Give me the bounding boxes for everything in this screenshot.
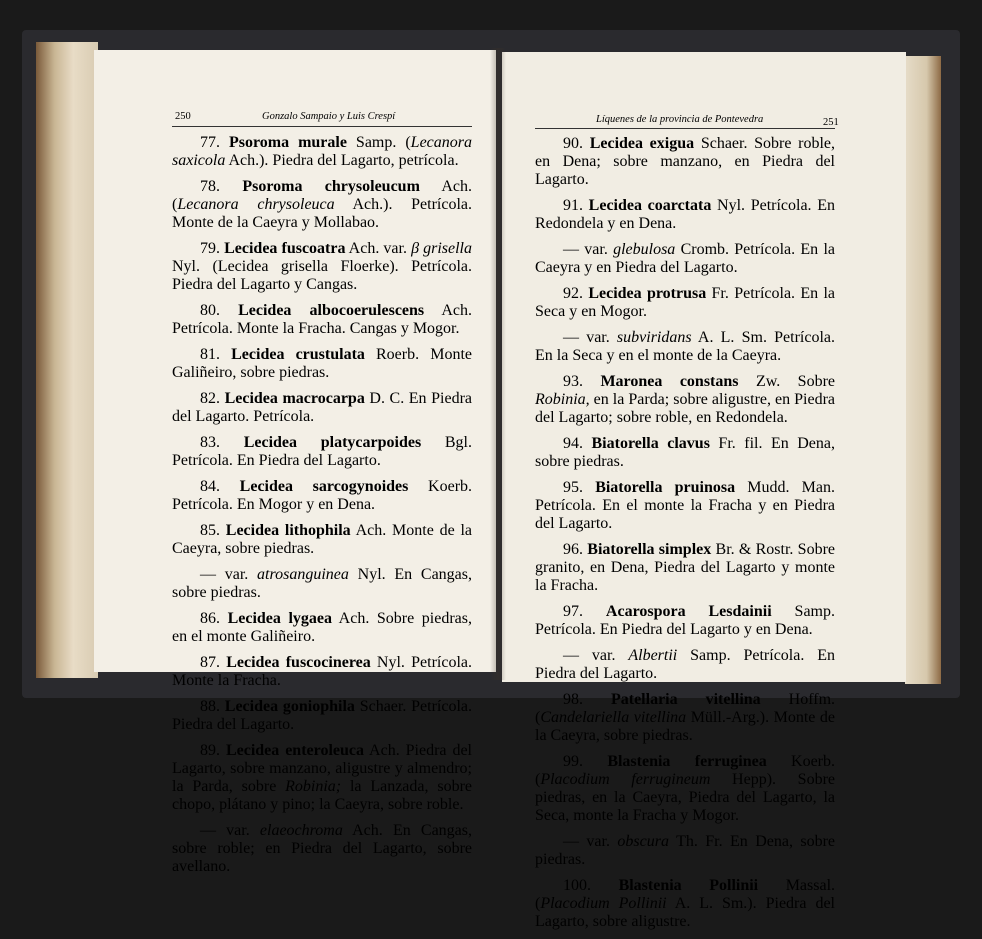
species-name: Maronea constans	[600, 373, 739, 390]
species-entry	[172, 390, 472, 426]
entry-text: Ach. (	[172, 178, 473, 213]
left-header-rule	[172, 126, 472, 127]
entry-number: 98.	[563, 691, 583, 708]
entry-text: var.	[226, 822, 260, 839]
species-entry	[535, 603, 835, 639]
page-edges-right	[905, 56, 941, 684]
entry-italic: subviridans	[616, 329, 692, 346]
entry-number: 92.	[563, 285, 583, 302]
entry-number: 85.	[200, 522, 220, 539]
entry-text: A. L. Sm.). Piedra del Lagarto, sobre aligustre.	[535, 895, 835, 930]
right-page-number: 251	[823, 117, 839, 128]
entry-text: Zw. Sobre	[738, 373, 836, 390]
species-name: Biatorella pruinosa	[595, 479, 736, 496]
species-entry	[535, 329, 835, 365]
species-name: Lecidea albocoerulescens	[238, 302, 425, 319]
entry-text: Br. & Rostr. Sobre granito, en Dena, Piedra del Lagarto y monte la Fracha.	[535, 541, 836, 594]
species-name: Lecidea lithophila	[225, 522, 351, 539]
entry-italic: Lecanora saxicola	[172, 134, 472, 169]
entry-italic: Robinia;	[285, 778, 342, 795]
species-entry	[172, 478, 472, 514]
entry-text: Th. Fr. En Dena, sobre piedras.	[535, 833, 836, 868]
entry-number: 91.	[563, 197, 583, 214]
entry-italic: Placodium ferrugineum	[540, 771, 711, 788]
entry-number: —	[200, 822, 216, 839]
entry-number: 77.	[200, 134, 220, 151]
left-page-number: 250	[175, 111, 191, 122]
entry-number: 97.	[563, 603, 583, 620]
entry-number: —	[563, 241, 579, 258]
entry-number: 90.	[563, 135, 583, 152]
entry-number: 95.	[563, 479, 583, 496]
entry-number: 100.	[563, 877, 591, 894]
species-entry	[172, 610, 472, 646]
book-gutter	[490, 48, 506, 680]
species-entry	[172, 302, 472, 338]
species-entry	[535, 691, 835, 745]
species-name: Blastenia Pollinii	[618, 877, 759, 894]
left-page-text	[172, 134, 472, 884]
entry-text: Ach. var.	[345, 240, 412, 257]
species-name: Lecidea exigua	[589, 135, 695, 152]
entry-italic: Albertii	[628, 647, 678, 664]
species-entry	[535, 541, 835, 595]
entry-number: 87.	[200, 654, 220, 671]
species-name: Lecidea fuscoatra	[224, 240, 346, 257]
entry-text: Nyl. En Cangas, sobre piedras.	[172, 566, 473, 601]
species-entry	[535, 241, 835, 277]
species-entry	[535, 135, 835, 189]
entry-text: Ach. Monte de la Caeyra, sobre piedras.	[172, 522, 472, 557]
entry-text: Hepp). Sobre piedras, en la Caeyra, Piedra del Lagarto, la Seca, monte la Fracha y Mogor.	[535, 771, 836, 824]
species-entry	[172, 566, 472, 602]
entry-text: var.	[584, 241, 614, 258]
entry-number: 93.	[563, 373, 583, 390]
entry-text: Ach. Piedra del Lagarto, sobre manzano, aligustre y almendro; la Parda, sobre	[172, 742, 472, 795]
entry-text: var.	[586, 329, 617, 346]
entry-text: Bgl. Petrícola. En Piedra del Lagarto.	[172, 434, 472, 469]
entry-number: 94.	[563, 435, 583, 452]
entry-number: 83.	[200, 434, 220, 451]
entry-text: Nyl. Petrícola. Monte la Fracha.	[172, 654, 472, 689]
entry-text: Samp. (	[346, 134, 411, 151]
species-name: Lecidea enteroleuca	[225, 742, 364, 759]
entry-number: 86.	[200, 610, 220, 627]
entry-text: Hoffm. (	[535, 691, 836, 726]
entry-text: Fr. Petrícola. En la Seca y en Mogor.	[535, 285, 835, 320]
right-running-head: Líquenes de la provincia de Pontevedra	[596, 114, 764, 125]
entry-text: la Lanzada, sobre chopo, plátano y pino; la Caeyra, sobre roble.	[172, 778, 472, 813]
right-header-rule	[535, 128, 835, 129]
entry-text: en la Parda; sobre aligustre, en Piedra del Lagarto; sobre roble, en Redondela.	[535, 391, 835, 426]
species-name: Lecidea fuscocinerea	[226, 654, 371, 671]
species-name: Lecidea crustulata	[231, 346, 365, 363]
species-name: Biatorella clavus	[591, 435, 710, 452]
species-entry	[172, 240, 472, 294]
species-name: Acarospora Lesdainii	[605, 603, 772, 620]
species-entry	[535, 373, 835, 427]
entry-text: Schaer. Sobre roble, en Dena; sobre manzano, en Piedra del Lagarto.	[535, 135, 836, 188]
species-entry	[535, 877, 835, 931]
species-entry	[535, 197, 835, 233]
entry-text: Ach.). Piedra del Lagarto, petrícola.	[225, 152, 459, 169]
entry-text: Samp. Petrícola. En Piedra del Lagarto.	[535, 647, 836, 682]
species-entry	[535, 479, 835, 533]
entry-number: 96.	[563, 541, 583, 558]
species-entry	[172, 822, 472, 876]
entry-text: var.	[591, 647, 629, 664]
entry-text: A. L. Sm. Petrícola. En la Seca y en el monte de la Caeyra.	[535, 329, 835, 364]
entry-text: Müll.-Arg.). Monte de la Caeyra, sobre piedras.	[535, 709, 835, 744]
entry-text: Nyl. (Lecidea grisella Floerke). Petrícola. Piedra del Lagarto y Cangas.	[172, 258, 472, 293]
entry-text: Koerb. (	[535, 753, 836, 788]
entry-italic: Lecanora chrysoleuca	[177, 196, 335, 213]
entry-text: Koerb. Petrícola. En Mogor y en Dena.	[172, 478, 473, 513]
species-name: Lecidea macrocarpa	[224, 390, 365, 407]
entry-text: Nyl. Petrícola. En Redondela y en Dena.	[535, 197, 835, 232]
species-name: Lecidea coarctata	[588, 197, 712, 214]
entry-text: Ach. En Cangas, sobre roble; en Piedra del Lagarto, sobre avellano.	[172, 822, 472, 875]
entry-text: Massal. (	[535, 877, 836, 912]
species-name: Patellaria vitellina	[610, 691, 761, 708]
species-name: Lecidea platycarpoides	[243, 434, 422, 451]
entry-text: Ach. Petrícola. Monte la Fracha. Cangas y Mogor.	[172, 302, 473, 337]
species-entry	[172, 522, 472, 558]
entry-text: var.	[586, 833, 618, 850]
entry-text: Fr. fil. En Dena, sobre piedras.	[535, 435, 836, 470]
entry-number: 78.	[200, 178, 220, 195]
entry-number: —	[563, 329, 579, 346]
species-name: Lecidea lygaea	[227, 610, 332, 627]
entry-italic: obscura	[617, 833, 669, 850]
entry-text: Samp. Petrícola. En Piedra del Lagarto y en Dena.	[535, 603, 835, 638]
entry-number: 79.	[200, 240, 220, 257]
entry-text: Mudd. Man. Petrícola. En el monte la Fracha y en Piedra del Lagarto.	[535, 479, 836, 532]
species-entry	[172, 434, 472, 470]
entry-number: 84.	[200, 478, 220, 495]
left-running-head: Gonzalo Sampaio y Luis Crespí	[262, 111, 396, 122]
entry-number: 89.	[200, 742, 220, 759]
entry-italic: Placodium Pollinii	[540, 895, 667, 912]
entry-text: var.	[224, 566, 258, 583]
entry-number: —	[563, 647, 579, 664]
entry-italic: elaeochroma	[259, 822, 343, 839]
entry-text: Schaer. Petrícola. Piedra del Lagarto.	[172, 698, 472, 733]
entry-italic: glebulosa	[613, 241, 676, 258]
species-entry	[535, 285, 835, 321]
entry-number: 99.	[563, 753, 583, 770]
entry-text: Ach.). Petrícola. Monte de la Caeyra y Mollabao.	[172, 196, 472, 231]
species-name: Blastenia ferruginea	[607, 753, 767, 770]
entry-number: 88.	[200, 698, 220, 715]
entry-number: 81.	[200, 346, 220, 363]
entry-number: 82.	[200, 390, 220, 407]
entry-italic: β grisella	[411, 240, 473, 257]
species-entry	[172, 698, 472, 734]
right-page-text	[535, 135, 835, 939]
species-entry	[535, 753, 835, 825]
species-name: Lecidea protrusa	[588, 285, 707, 302]
species-name: Lecidea goniophila	[224, 698, 355, 715]
species-entry	[172, 134, 472, 170]
entry-number: 80.	[200, 302, 220, 319]
entry-text: D. C. En Piedra del Lagarto. Petrícola.	[172, 390, 473, 425]
species-entry	[172, 742, 472, 814]
species-name: Lecidea sarcogynoides	[239, 478, 409, 495]
entry-number: —	[563, 833, 579, 850]
species-entry	[535, 833, 835, 869]
entry-text: Roerb. Monte Galiñeiro, sobre piedras.	[172, 346, 472, 381]
entry-number: —	[200, 566, 216, 583]
entry-text: Cromb. Petrícola. En la Caeyra y en Piedra del Lagarto.	[535, 241, 835, 276]
entry-italic: Candelariella vitellina	[540, 709, 687, 726]
species-entry	[172, 346, 472, 382]
species-entry	[535, 435, 835, 471]
species-name: Psoroma chrysoleucum	[242, 178, 420, 195]
entry-italic: Robinia,	[535, 391, 590, 408]
entry-italic: atrosanguinea	[257, 566, 349, 583]
species-entry	[172, 654, 472, 690]
species-name: Biatorella simplex	[587, 541, 712, 558]
page-edges-left	[36, 42, 98, 678]
species-entry	[172, 178, 472, 232]
species-entry	[535, 647, 835, 683]
species-name: Psoroma murale	[228, 134, 347, 151]
entry-text: Ach. Sobre piedras, en el monte Galiñeiro.	[172, 610, 472, 645]
